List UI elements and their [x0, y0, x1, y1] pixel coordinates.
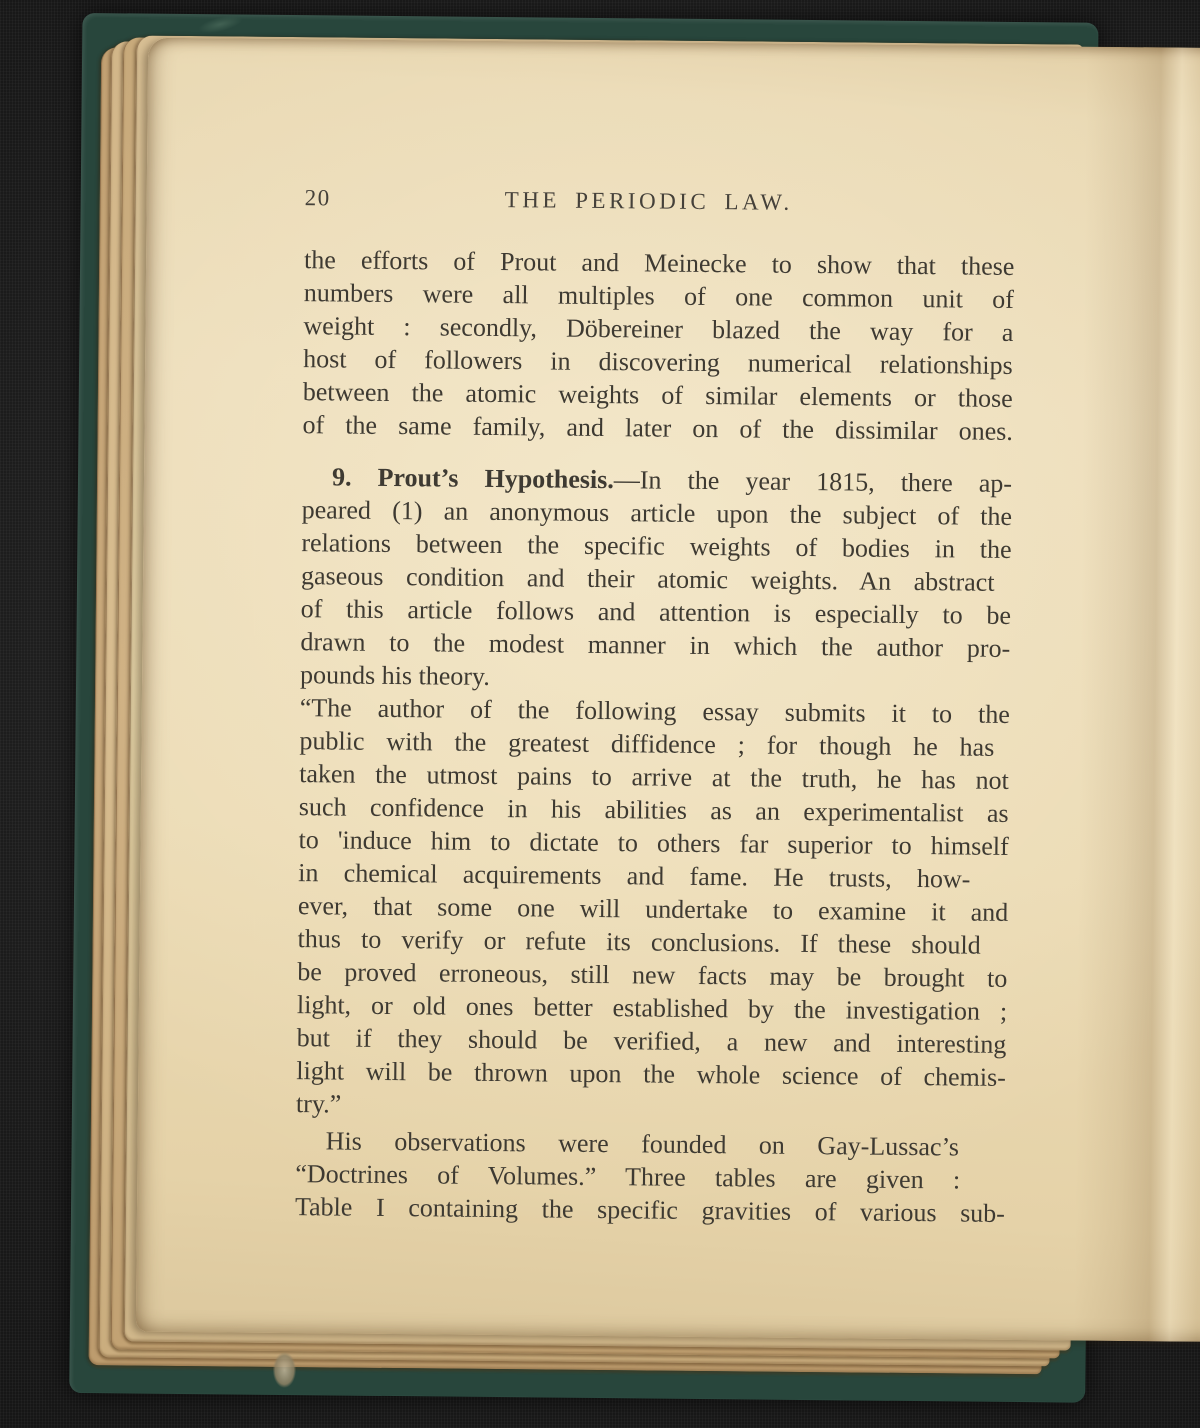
text-line-content: taken the utmost pains to arrive at the truth, he has not [299, 759, 1009, 795]
text-line-content: —In the year 1815, there ap- [613, 465, 1013, 498]
text-line-content: try.” [295, 1089, 342, 1119]
text-line-content: His observations were founded on Gay-Lussac’s [325, 1126, 960, 1162]
text-line-content: between the atomic weights of similar elements or those [302, 377, 1013, 413]
text-line-content: the efforts of Prout and Meinecke to show that these [303, 245, 1015, 281]
text-line-content: peared (1) an anonymous article upon the subject of the [301, 495, 1013, 531]
text-line-content: of the same family, and later on of the dissimilar ones. [302, 410, 1014, 446]
page-header [305, 181, 1015, 221]
text-line-content: thus to verify or refute its conclusions. If these should [297, 924, 981, 960]
page-gutter-crease [1074, 47, 1200, 1342]
text-line-content: Table I containing the specific gravities of various sub- [294, 1192, 1006, 1228]
section-heading-bold: 9. Prout’s Hypothesis. [331, 462, 614, 495]
text-line-content: public with the greatest diffidence ; for though he has [299, 726, 995, 762]
text-line-content: such confidence in his abilities as an experimentalist as [298, 792, 1009, 828]
text-line [296, 1087, 1006, 1127]
paragraph [295, 1124, 1006, 1230]
text-line-content: to 'induce him to dictate to others far superior to himself [298, 825, 1009, 861]
text-line-content: in chemical acquirements and fame. He trusts, how- [298, 858, 971, 894]
paragraph [302, 243, 1014, 448]
text-line-content: relations between the specific weights of bodies in the [301, 528, 1012, 564]
text-line [296, 1054, 1006, 1094]
text-line-content: be proved erroneous, still new facts may be brought to [297, 957, 1008, 993]
text-line-content: “The author of the following essay submits it to the [299, 693, 1010, 729]
text-line [295, 1190, 1005, 1230]
text-line [302, 408, 1012, 448]
text-line-content: ever, that some one will undertake to examine it and [297, 891, 1009, 927]
text-line-content: pounds his theory. [299, 660, 490, 691]
text-line-content: light, or old ones better established by the investigation ; [296, 990, 1008, 1026]
page-content [295, 181, 1015, 1230]
text-line-content: of this article follows and attention is especially to be [300, 594, 1012, 630]
text-line-content: “Doctrines of Volumes.” Three tables are given : [295, 1159, 961, 1195]
text-line-content: drawn to the modest manner in which the author pro- [300, 627, 1011, 663]
text-line-content: numbers were all multiples of one common unit of [303, 278, 1015, 314]
text-body [295, 243, 1014, 1230]
text-line-content: gaseous condition and their atomic weights. An abstract [300, 561, 995, 597]
running-header: THE PERIODIC LAW. [504, 187, 793, 215]
text-line-content: light will be thrown upon the whole science of chemis- [296, 1056, 1007, 1092]
paragraph [296, 691, 1010, 1127]
page-number: 20 [304, 185, 331, 211]
text-line-content: weight : secondly, Döbereiner blazed the way for a [303, 311, 1014, 347]
book-page [136, 38, 1200, 1342]
text-line-content: host of followers in discovering numerical relationships [303, 344, 1013, 380]
paragraph [300, 460, 1012, 698]
text-line-content [332, 462, 1012, 498]
text-line-content: but if they should be verified, a new and interesting [296, 1023, 1007, 1059]
